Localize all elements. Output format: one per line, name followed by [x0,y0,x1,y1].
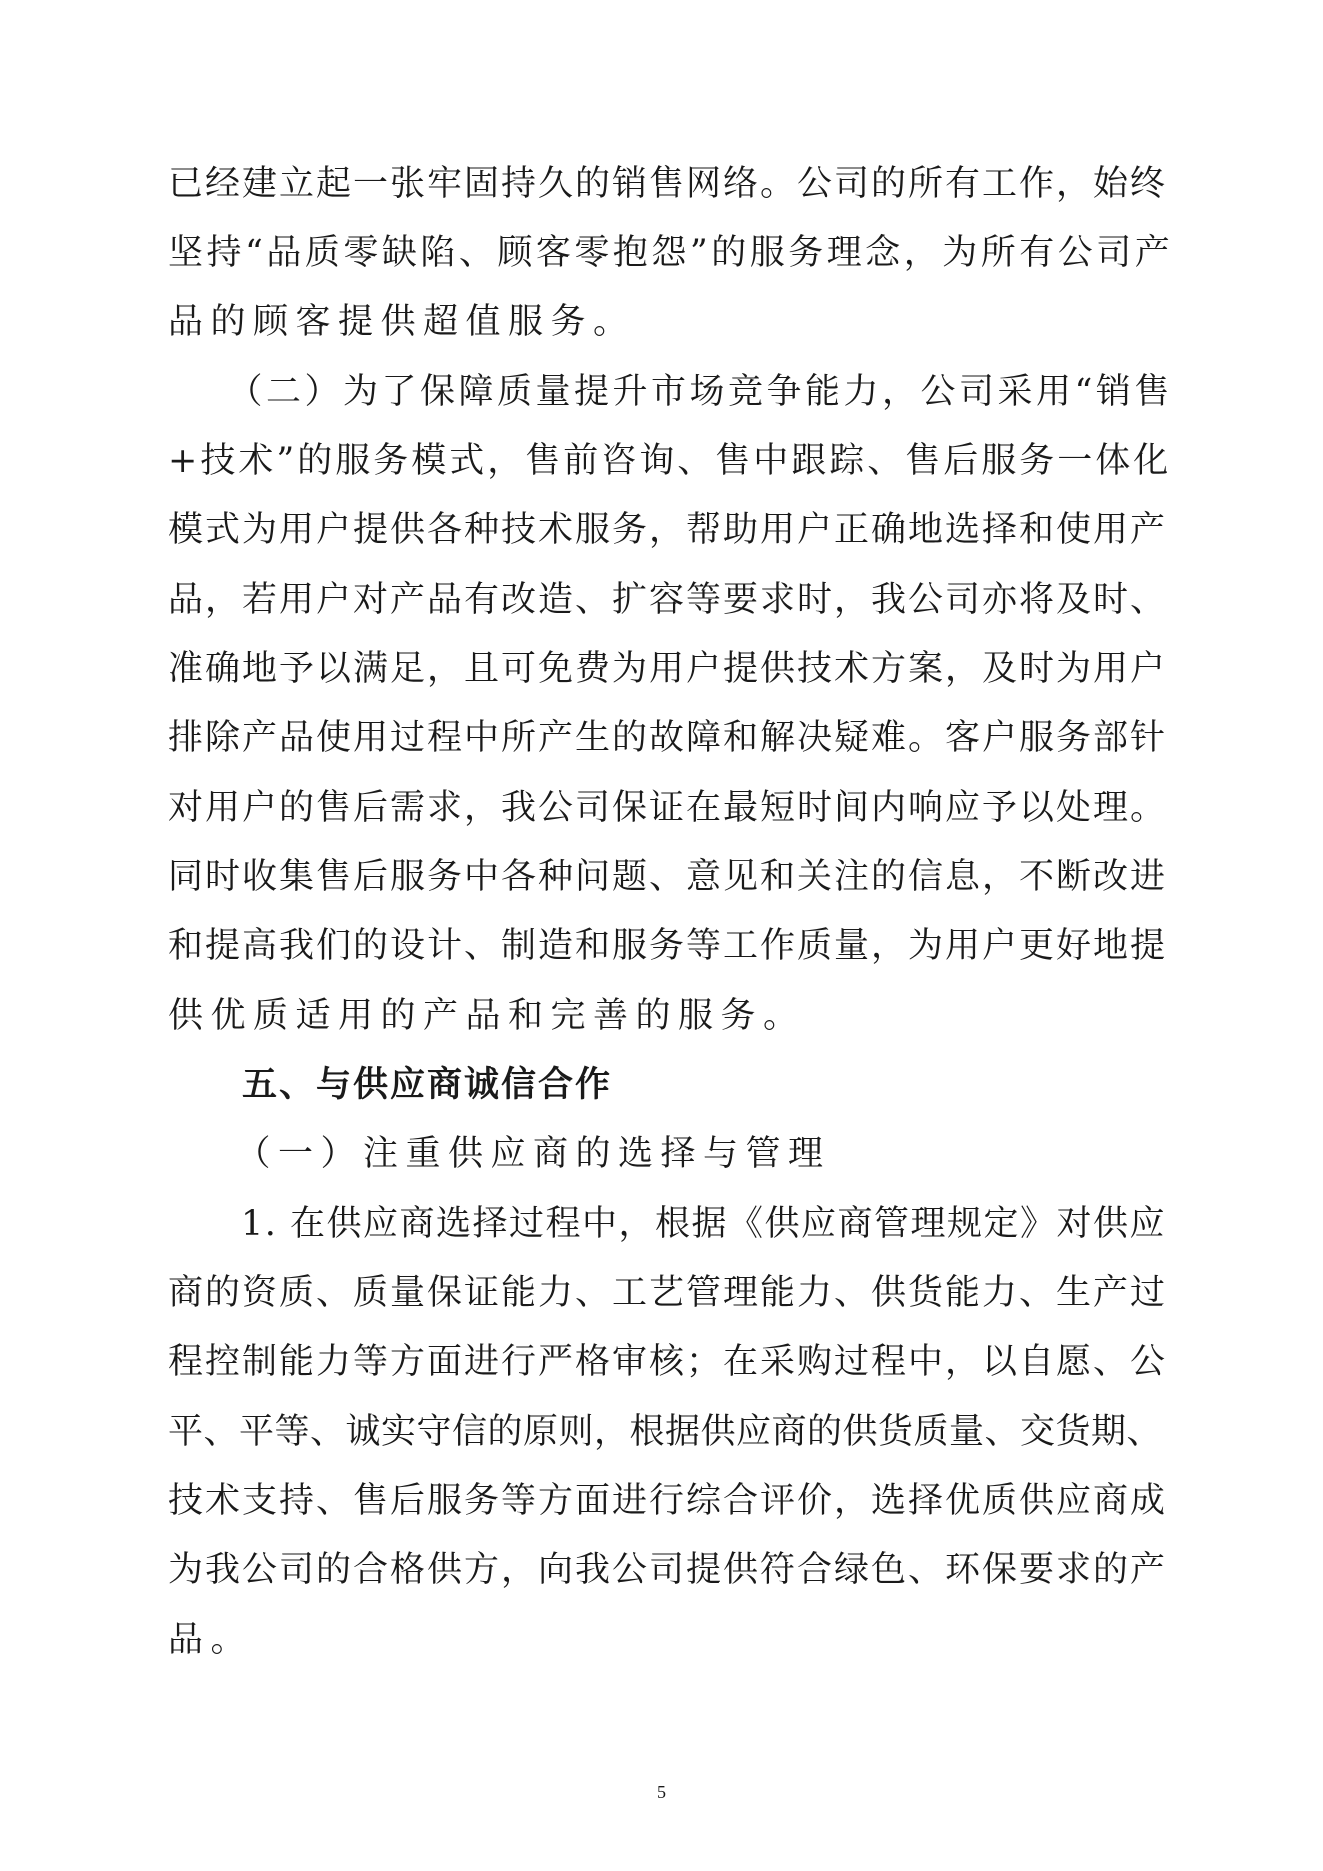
body-line: 排除产品使用过程中所产生的故障和解决疑难。客户服务部针 [168,718,1168,758]
body-line: 商的资质、质量保证能力、工艺管理能力、供货能力、生产过 [168,1273,1168,1313]
body-line: 坚持“品质零缺陷、顾客零抱怨”的服务理念，为所有公司产 [168,233,1174,273]
body-line: 供优质适用的产品和完善的服务。 [168,996,806,1036]
body-line: 模式为用户提供各种技术服务，帮助用户正确地选择和使用产 [168,510,1168,550]
body-line: 品，若用户对产品有改造、扩容等要求时，我公司亦将及时、 [168,580,1168,620]
page-number: 5 [657,1782,666,1802]
body-line: 品的顾客提供超值服务。 [168,302,636,342]
section-heading: 五、与供应商诚信合作 [168,1065,613,1105]
body-line: 已经建立起一张牢固持久的销售网络。公司的所有工作，始终 [168,164,1168,204]
body-line: 品。 [168,1620,254,1660]
body-line: 同时收集售后服务中各种问题、意见和关注的信息，不断改进 [168,857,1168,897]
body-line: 为我公司的合格供方，向我公司提供符合绿色、环保要求的产 [168,1550,1168,1590]
body-line: （二）为了保障质量提升市场竞争能力，公司采用“销售 [168,372,1173,412]
subsection-heading: （一）注重供应商的选择与管理 [168,1134,831,1174]
body-line: 平、平等、诚实守信的原则，根据供应商的供货质量、交货期、 [168,1412,1163,1452]
body-line: 技术支持、售后服务等方面进行综合评价，选择优质供应商成 [168,1481,1168,1521]
body-line: +技术”的服务模式，售前咨询、售中跟踪、售后服务一体化 [168,441,1172,481]
body-line: 和提高我们的设计、制造和服务等工作质量，为用户更好地提 [168,926,1168,966]
body-line: 对用户的售后需求，我公司保证在最短时间内响应予以处理。 [168,788,1168,828]
body-line: 1. 在供应商选择过程中，根据《供应商管理规定》对供应 [168,1204,1167,1244]
body-line: 程控制能力等方面进行严格审核；在采购过程中，以自愿、公 [168,1342,1168,1382]
body-line: 准确地予以满足，且可免费为用户提供技术方案，及时为用户 [168,649,1168,689]
